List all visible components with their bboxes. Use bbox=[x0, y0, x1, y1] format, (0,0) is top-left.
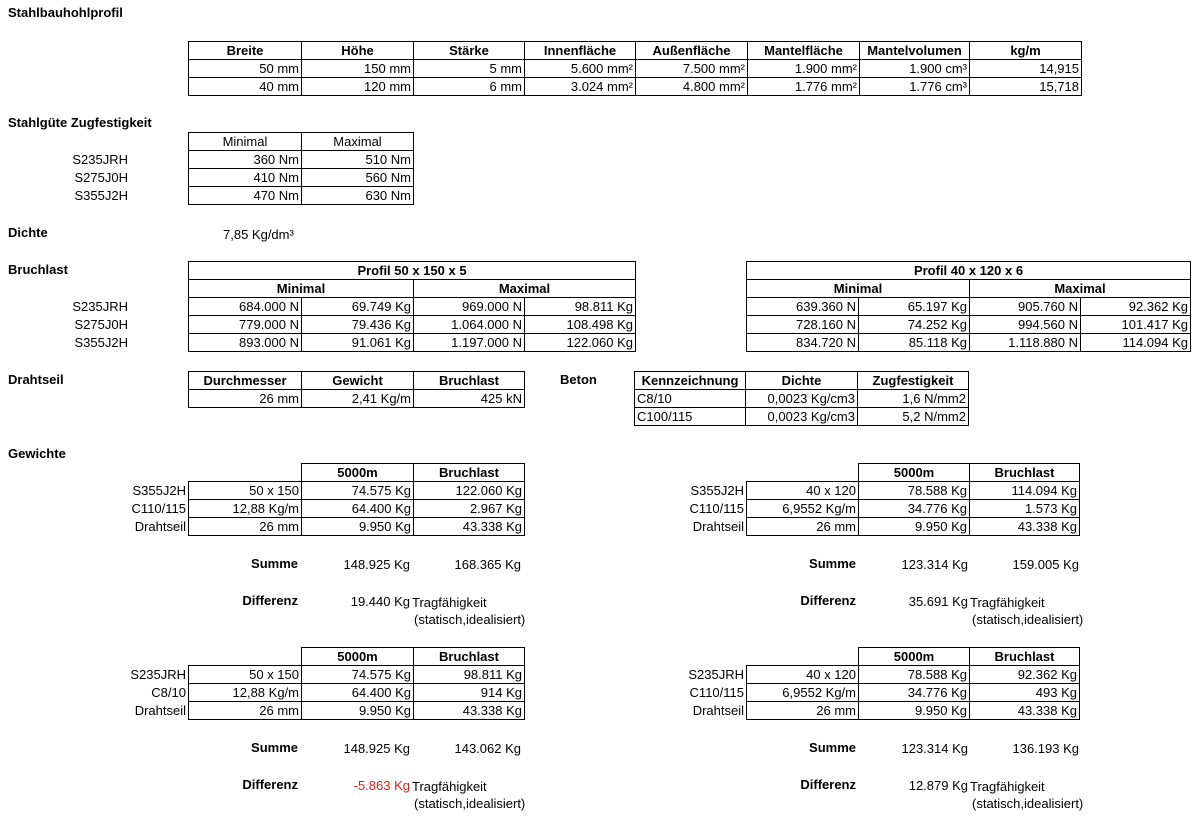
table-cell: 114.094 Kg bbox=[1081, 334, 1191, 352]
row-label: Drahtseil bbox=[692, 703, 744, 718]
gewichte-table bbox=[188, 647, 525, 720]
table-cell: 50 mm bbox=[189, 60, 302, 78]
table-cell: 779.000 N bbox=[189, 316, 302, 334]
row-label: C110/115 bbox=[131, 501, 186, 516]
table-row bbox=[189, 151, 414, 169]
table-cell: 639.360 N bbox=[747, 298, 859, 316]
section-title-bruchlast: Bruchlast bbox=[8, 262, 68, 277]
table-cell: 12,88 Kg/m bbox=[189, 684, 302, 702]
table-cell: 1.776 cm³ bbox=[860, 78, 970, 96]
table-cell: 74.575 Kg bbox=[302, 666, 414, 684]
table-cell: 1,6 N/mm2 bbox=[858, 390, 969, 408]
table-row bbox=[189, 60, 1082, 78]
table-row bbox=[189, 78, 1082, 96]
table-cell: 6 mm bbox=[414, 78, 525, 96]
draht-header: Bruchlast bbox=[414, 372, 525, 390]
table-row bbox=[747, 298, 1191, 316]
row-label: S235JRH bbox=[72, 299, 128, 314]
summe-label: Summe bbox=[251, 740, 298, 755]
table-row bbox=[747, 482, 1080, 500]
summe-5000m: 123.314 Kg bbox=[901, 741, 968, 756]
table-cell: 78.588 Kg bbox=[859, 482, 970, 500]
table-cell: 684.000 N bbox=[189, 298, 302, 316]
profil-header: Außenfläche bbox=[636, 42, 748, 60]
table-row bbox=[747, 316, 1191, 334]
table-row bbox=[189, 390, 525, 408]
table-cell: 64.400 Kg bbox=[302, 500, 414, 518]
table-row bbox=[747, 500, 1080, 518]
table-row bbox=[189, 298, 636, 316]
table-row bbox=[189, 666, 525, 684]
table-cell: 893.000 N bbox=[189, 334, 302, 352]
table-cell: 493 Kg bbox=[970, 684, 1080, 702]
table-cell: 1.776 mm² bbox=[748, 78, 860, 96]
table-cell: 65.197 Kg bbox=[859, 298, 970, 316]
table-cell: 40 x 120 bbox=[747, 666, 859, 684]
table-cell: 3.024 mm² bbox=[525, 78, 636, 96]
table-cell: 969.000 N bbox=[414, 298, 525, 316]
summe-bruchlast: 143.062 Kg bbox=[454, 741, 521, 756]
differenz-label: Differenz bbox=[800, 777, 856, 792]
row-label: S235JRH bbox=[130, 667, 186, 682]
row-label: S355J2H bbox=[74, 188, 128, 203]
table-cell: 34.776 Kg bbox=[859, 684, 970, 702]
table-cell: 43.338 Kg bbox=[414, 518, 525, 536]
differenz-label: Differenz bbox=[242, 593, 298, 608]
section-title-dichte: Dichte bbox=[8, 225, 48, 240]
section-title-profil: Stahlbauhohlprofil bbox=[8, 5, 123, 20]
col-header-bruchlast: Bruchlast bbox=[414, 464, 525, 482]
differenz-value-negative: -5.863 Kg bbox=[353, 778, 410, 793]
summe-5000m: 148.925 Kg bbox=[343, 557, 410, 572]
col-header-bruchlast: Bruchlast bbox=[970, 648, 1080, 666]
row-label: Drahtseil bbox=[692, 519, 744, 534]
profile-title: Profil 50 x 150 x 5 bbox=[189, 262, 636, 280]
row-label: C110/115 bbox=[689, 501, 744, 516]
table-cell: 6,9552 Kg/m bbox=[747, 500, 859, 518]
table-cell: 91.061 Kg bbox=[302, 334, 414, 352]
gewichte-table bbox=[746, 463, 1080, 536]
table-cell: 122.060 Kg bbox=[414, 482, 525, 500]
gewichte-table bbox=[188, 463, 525, 536]
table-cell: 78.588 Kg bbox=[859, 666, 970, 684]
profil-header: Breite bbox=[189, 42, 302, 60]
table-cell: 1.118.880 N bbox=[970, 334, 1081, 352]
col-header-5000m: 5000m bbox=[302, 464, 414, 482]
zug-header: Maximal bbox=[302, 133, 414, 151]
table-cell: 43.338 Kg bbox=[414, 702, 525, 720]
differenz-value: 19.440 Kg bbox=[350, 594, 410, 609]
table-cell: 43.338 Kg bbox=[970, 702, 1080, 720]
table-cell: 9.950 Kg bbox=[302, 702, 414, 720]
differenz-label: Differenz bbox=[800, 593, 856, 608]
table-cell: 120 mm bbox=[302, 78, 414, 96]
tragfaehigkeit-note: (statisch,idealisiert) bbox=[972, 612, 1084, 627]
table-cell: 2.967 Kg bbox=[414, 500, 525, 518]
summe-label: Summe bbox=[809, 740, 856, 755]
profil-header: kg/m bbox=[970, 42, 1082, 60]
table-cell: 98.811 Kg bbox=[414, 666, 525, 684]
tragfaehigkeit-note: (statisch,idealisiert) bbox=[972, 796, 1084, 811]
table-cell: C100/115 bbox=[635, 408, 746, 426]
table-cell: 728.160 N bbox=[747, 316, 859, 334]
table-cell: 64.400 Kg bbox=[302, 684, 414, 702]
summe-5000m: 148.925 Kg bbox=[343, 741, 410, 756]
row-label: S275J0H bbox=[74, 170, 128, 185]
table-cell: 15,718 bbox=[970, 78, 1082, 96]
table-row bbox=[189, 482, 525, 500]
table-cell: 6,9552 Kg/m bbox=[747, 684, 859, 702]
col-header-5000m: 5000m bbox=[302, 648, 414, 666]
tragfaehigkeit-label: Tragfähigkeit bbox=[970, 779, 1045, 794]
table-cell: 69.749 Kg bbox=[302, 298, 414, 316]
row-label: S275J0H bbox=[74, 317, 128, 332]
table-cell: 630 Nm bbox=[302, 187, 414, 205]
dichte-value: 7,85 Kg/dm³ bbox=[223, 227, 294, 242]
profil-header: Mantelfläche bbox=[748, 42, 860, 60]
summe-label: Summe bbox=[809, 556, 856, 571]
table-cell: 4.800 mm² bbox=[636, 78, 748, 96]
section-title-gewichte: Gewichte bbox=[8, 446, 66, 461]
table-row bbox=[635, 390, 969, 408]
summe-label: Summe bbox=[251, 556, 298, 571]
table-cell: 834.720 N bbox=[747, 334, 859, 352]
draht-header: Gewicht bbox=[302, 372, 414, 390]
table-cell: 5,2 N/mm2 bbox=[858, 408, 969, 426]
col-header-5000m: 5000m bbox=[859, 464, 970, 482]
table-cell: 1.900 cm³ bbox=[860, 60, 970, 78]
table-cell: 994.560 N bbox=[970, 316, 1081, 334]
profil-header: Mantelvolumen bbox=[860, 42, 970, 60]
table-cell: 14,915 bbox=[970, 60, 1082, 78]
beton-table bbox=[634, 371, 969, 426]
beton-header: Zugfestigkeit bbox=[858, 372, 969, 390]
section-title-zugfestigkeit: Stahlgüte Zugfestigkeit bbox=[8, 115, 152, 130]
table-cell: 9.950 Kg bbox=[859, 702, 970, 720]
table-cell: 560 Nm bbox=[302, 169, 414, 187]
table-cell: 108.498 Kg bbox=[525, 316, 636, 334]
table-cell: 360 Nm bbox=[189, 151, 302, 169]
section-title-drahtseil: Drahtseil bbox=[8, 372, 64, 387]
profil-table bbox=[188, 41, 1082, 96]
col-header-5000m: 5000m bbox=[859, 648, 970, 666]
table-cell: 410 Nm bbox=[189, 169, 302, 187]
table-cell: 425 kN bbox=[414, 390, 525, 408]
table-cell: 85.118 Kg bbox=[859, 334, 970, 352]
profil-header: Stärke bbox=[414, 42, 525, 60]
row-label: S235JRH bbox=[688, 667, 744, 682]
table-cell: 50 x 150 bbox=[189, 482, 302, 500]
col-header-bruchlast: Bruchlast bbox=[970, 464, 1080, 482]
differenz-value: 35.691 Kg bbox=[908, 594, 968, 609]
table-cell: 26 mm bbox=[189, 518, 302, 536]
row-label: Drahtseil bbox=[134, 519, 186, 534]
table-cell: 79.436 Kg bbox=[302, 316, 414, 334]
beton-header: Kennzeichnung bbox=[635, 372, 746, 390]
summe-bruchlast: 136.193 Kg bbox=[1012, 741, 1079, 756]
table-cell: 43.338 Kg bbox=[970, 518, 1080, 536]
table-row bbox=[189, 334, 636, 352]
drahtseil-table bbox=[188, 371, 525, 408]
summe-bruchlast: 159.005 Kg bbox=[1012, 557, 1079, 572]
table-cell: 26 mm bbox=[747, 702, 859, 720]
table-cell: 914 Kg bbox=[414, 684, 525, 702]
table-cell: 92.362 Kg bbox=[970, 666, 1080, 684]
table-row bbox=[747, 684, 1080, 702]
row-label: C8/10 bbox=[151, 685, 186, 700]
table-cell: 114.094 Kg bbox=[970, 482, 1080, 500]
row-label: S355J2H bbox=[690, 483, 744, 498]
summe-5000m: 123.314 Kg bbox=[901, 557, 968, 572]
table-cell: 98.811 Kg bbox=[525, 298, 636, 316]
table-row bbox=[747, 666, 1080, 684]
table-cell: 12,88 Kg/m bbox=[189, 500, 302, 518]
table-row bbox=[747, 702, 1080, 720]
table-cell: 905.760 N bbox=[970, 298, 1081, 316]
bruchlast-table-left bbox=[188, 261, 636, 352]
table-cell: 9.950 Kg bbox=[302, 518, 414, 536]
profil-header: Innenfläche bbox=[525, 42, 636, 60]
table-cell: 5 mm bbox=[414, 60, 525, 78]
min-header: Minimal bbox=[189, 280, 414, 298]
tragfaehigkeit-label: Tragfähigkeit bbox=[412, 779, 487, 794]
table-cell: 40 x 120 bbox=[747, 482, 859, 500]
row-label: S355J2H bbox=[74, 335, 128, 350]
max-header: Maximal bbox=[970, 280, 1191, 298]
row-label: C110/115 bbox=[689, 685, 744, 700]
table-cell: 101.417 Kg bbox=[1081, 316, 1191, 334]
profile-title: Profil 40 x 120 x 6 bbox=[747, 262, 1191, 280]
table-row bbox=[189, 684, 525, 702]
table-row bbox=[189, 702, 525, 720]
table-cell: 34.776 Kg bbox=[859, 500, 970, 518]
profil-header: Höhe bbox=[302, 42, 414, 60]
zug-header: Minimal bbox=[189, 133, 302, 151]
table-cell: 50 x 150 bbox=[189, 666, 302, 684]
table-cell: 470 Nm bbox=[189, 187, 302, 205]
table-cell: 26 mm bbox=[189, 702, 302, 720]
section-title-beton: Beton bbox=[560, 372, 597, 387]
draht-header: Durchmesser bbox=[189, 372, 302, 390]
table-cell: 122.060 Kg bbox=[525, 334, 636, 352]
table-cell: 9.950 Kg bbox=[859, 518, 970, 536]
row-label: Drahtseil bbox=[134, 703, 186, 718]
max-header: Maximal bbox=[414, 280, 636, 298]
zugfestigkeit-table bbox=[188, 132, 414, 205]
table-cell: 74.252 Kg bbox=[859, 316, 970, 334]
table-cell: 26 mm bbox=[189, 390, 302, 408]
beton-header: Dichte bbox=[746, 372, 858, 390]
row-label: S355J2H bbox=[132, 483, 186, 498]
table-row bbox=[189, 500, 525, 518]
row-label: S235JRH bbox=[72, 152, 128, 167]
col-header-bruchlast: Bruchlast bbox=[414, 648, 525, 666]
table-cell: 92.362 Kg bbox=[1081, 298, 1191, 316]
min-header: Minimal bbox=[747, 280, 970, 298]
table-cell: C8/10 bbox=[635, 390, 746, 408]
tragfaehigkeit-note: (statisch,idealisiert) bbox=[414, 612, 526, 627]
table-row bbox=[189, 518, 525, 536]
table-cell: 2,41 Kg/m bbox=[302, 390, 414, 408]
table-row bbox=[747, 334, 1191, 352]
gewichte-table bbox=[746, 647, 1080, 720]
table-cell: 1.064.000 N bbox=[414, 316, 525, 334]
tragfaehigkeit-label: Tragfähigkeit bbox=[412, 595, 487, 610]
tragfaehigkeit-note: (statisch,idealisiert) bbox=[414, 796, 526, 811]
table-cell: 1.197.000 N bbox=[414, 334, 525, 352]
tragfaehigkeit-label: Tragfähigkeit bbox=[970, 595, 1045, 610]
table-cell: 74.575 Kg bbox=[302, 482, 414, 500]
table-row bbox=[189, 169, 414, 187]
table-row bbox=[747, 518, 1080, 536]
table-cell: 150 mm bbox=[302, 60, 414, 78]
table-row bbox=[635, 408, 969, 426]
table-row bbox=[189, 316, 636, 334]
table-cell: 1.573 Kg bbox=[970, 500, 1080, 518]
table-cell: 510 Nm bbox=[302, 151, 414, 169]
table-cell: 26 mm bbox=[747, 518, 859, 536]
table-cell: 1.900 mm² bbox=[748, 60, 860, 78]
differenz-label: Differenz bbox=[242, 777, 298, 792]
table-cell: 0,0023 Kg/cm3 bbox=[746, 408, 858, 426]
differenz-value: 12.879 Kg bbox=[908, 778, 968, 793]
table-cell: 0,0023 Kg/cm3 bbox=[746, 390, 858, 408]
table-cell: 7.500 mm² bbox=[636, 60, 748, 78]
table-cell: 5.600 mm² bbox=[525, 60, 636, 78]
bruchlast-table-right bbox=[746, 261, 1191, 352]
summe-bruchlast: 168.365 Kg bbox=[454, 557, 521, 572]
table-cell: 40 mm bbox=[189, 78, 302, 96]
table-row bbox=[189, 187, 414, 205]
